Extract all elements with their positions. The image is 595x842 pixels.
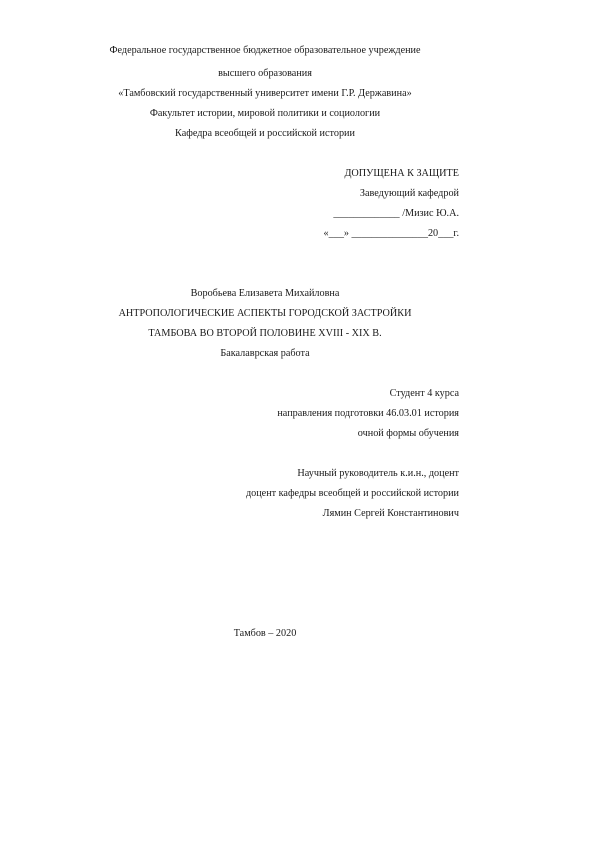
supervisor-name: Лямин Сергей Константинович: [322, 508, 459, 519]
author-name: Воробьева Елизавета Михайловна: [190, 288, 340, 299]
work-type: Бакалаврская работа: [220, 348, 310, 359]
approval-title: ДОПУЩЕНА К ЗАЩИТЕ: [344, 168, 459, 179]
approval-signature: _____________ /Мизис Ю.А.: [333, 208, 459, 219]
supervisor-title: Научный руководитель к.и.н., доцент: [297, 468, 459, 479]
department-name: Кафедра всеобщей и российской истории: [175, 128, 355, 139]
student-course: Студент 4 курса: [389, 388, 459, 399]
work-title-line-1: АНТРОПОЛОГИЧЕСКИЕ АСПЕКТЫ ГОРОДСКОЙ ЗАСТРОЙКИ: [118, 308, 412, 319]
supervisor-position: доцент кафедры всеобщей и российской истории: [245, 488, 459, 499]
approval-role: Заведующий кафедрой: [359, 188, 459, 199]
student-study-form: очной формы обучения: [357, 428, 459, 439]
city-year: Тамбов – 2020: [233, 628, 297, 639]
approval-date: «___» _______________20___г.: [323, 228, 459, 239]
university-name: «Тамбовский государственный университет имени Г.Р. Державина»: [118, 88, 412, 99]
work-title-line-2: ТАМБОВА ВО ВТОРОЙ ПОЛОВИНЕ XVIII - XIX В.: [148, 328, 382, 339]
faculty-name: Факультет истории, мировой политики и социологии: [149, 108, 381, 119]
institution-type: Федеральное государственное бюджетное образовательное учреждение: [109, 45, 421, 56]
student-direction: направления подготовки 46.03.01 история: [277, 408, 459, 419]
institution-level: высшего образования: [218, 68, 312, 79]
